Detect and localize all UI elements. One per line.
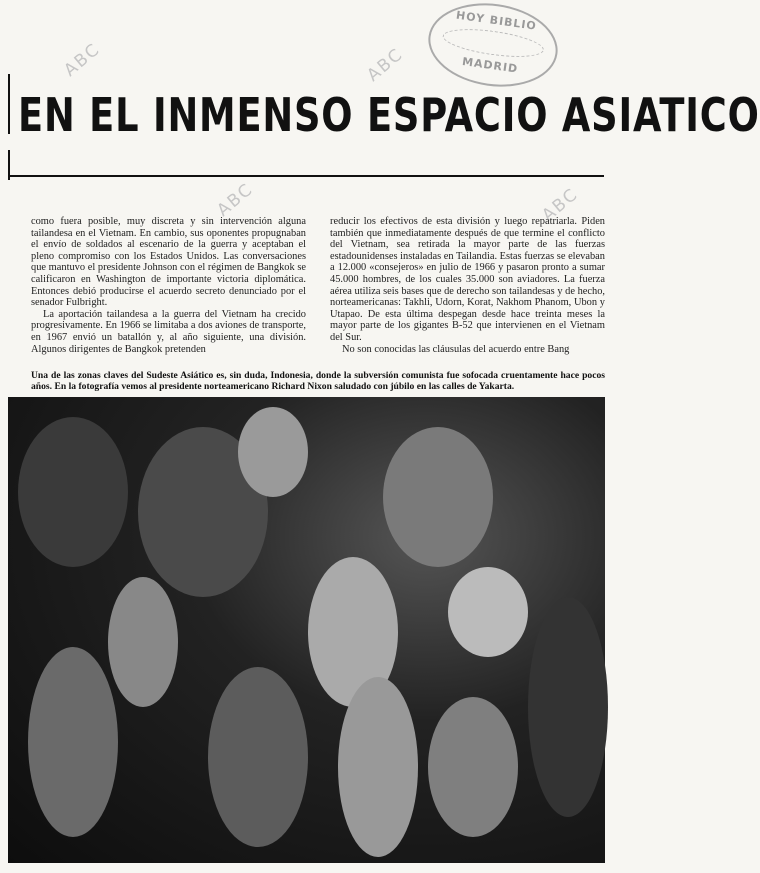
stamp-bottom-text: MADRID	[461, 54, 519, 76]
paragraph: No son conocidas las cláusulas del acuerdo entre Bang	[342, 343, 570, 355]
article-body	[31, 216, 605, 366]
watermark: ABC	[213, 179, 258, 221]
headline-left-rule	[8, 74, 10, 134]
news-photograph	[8, 397, 605, 863]
raised-arm	[28, 647, 118, 837]
raised-hand	[108, 577, 178, 707]
headline-block	[0, 70, 760, 178]
raised-hand	[238, 407, 308, 497]
crowd-figure	[528, 597, 608, 817]
paper-in-hand	[448, 567, 528, 657]
paragraph: como fuera posible, muy discreta y sin intervención alguna tailandesa en el Vietnam. En cambio, sus oponentes propugnaban el envío de soldados al escenario de la guerra y aceptaban el pleno compromiso con los Estados Unidos. Las conversaciones que mantuvo el presidente Johnson con el régimen de Bangkok se calificaron en Washington de importante victoria diplomática. Entonces debió producirse el acuerdo secreto denunciado por el senador Fulbright.	[31, 216, 306, 309]
title-underline	[8, 175, 604, 177]
page-title: EN EL INMENSO ESPACIO ASIATICO	[18, 88, 760, 142]
smiling-man-face	[383, 427, 493, 567]
stamp-top-text: HOY BIBLIO	[455, 8, 538, 33]
article-column-left	[31, 216, 306, 366]
paragraph: reducir los efectivos de esta división y luego repatriarla. Piden también que inmediatamente después de que termine el conflicto del Vietnam, sea retirada la mayor parte de las fuerzas estadounidenses instaladas en Tailandia. Estas fuerzas se elevaban a 12.000 «consejeros» en julio de 1966 y pasaron pronto a sumar 45.000 hombres, de los cuales 35.000 son aviadores. La fuerza aérea utiliza seis bases que de derecho son tailandesas y de hecho, norteamericanas: Takhli, Udorn, Korat, Nakhom Phanom, Ubon y Utapao. De esta última despegan desde hace treinta meses la mayor parte de los gigantes B-52 que intervienen en el Vietnam del Sur.	[330, 216, 605, 343]
paragraph: La aportación tailandesa a la guerra del Vietnam ha crecido progresivamente. En 1966 se limitaba a dos aviones de transporte, en 1967 envió un batallón y, al año siguiente, una división. Algunos dirigentes de Bangkok pretenden	[31, 308, 306, 355]
watermark: ABC	[60, 39, 105, 81]
photo-caption: Una de las zonas claves del Sudeste Asiático es, sin duda, Indonesia, donde la subversión comunista fue sofocada cruentamente hace pocos años. En la fotografía vemos al presidente norteamericano Richard Nixon saludado con júbilo en las calles de Yakarta.	[31, 370, 605, 392]
crowd-figure	[18, 417, 128, 567]
raised-arm	[208, 667, 308, 847]
crowd-figure	[428, 697, 518, 837]
raised-arm	[338, 677, 418, 857]
article-column-right	[330, 216, 605, 366]
watermark: ABC	[538, 184, 583, 226]
watermark: ABC	[363, 44, 408, 86]
